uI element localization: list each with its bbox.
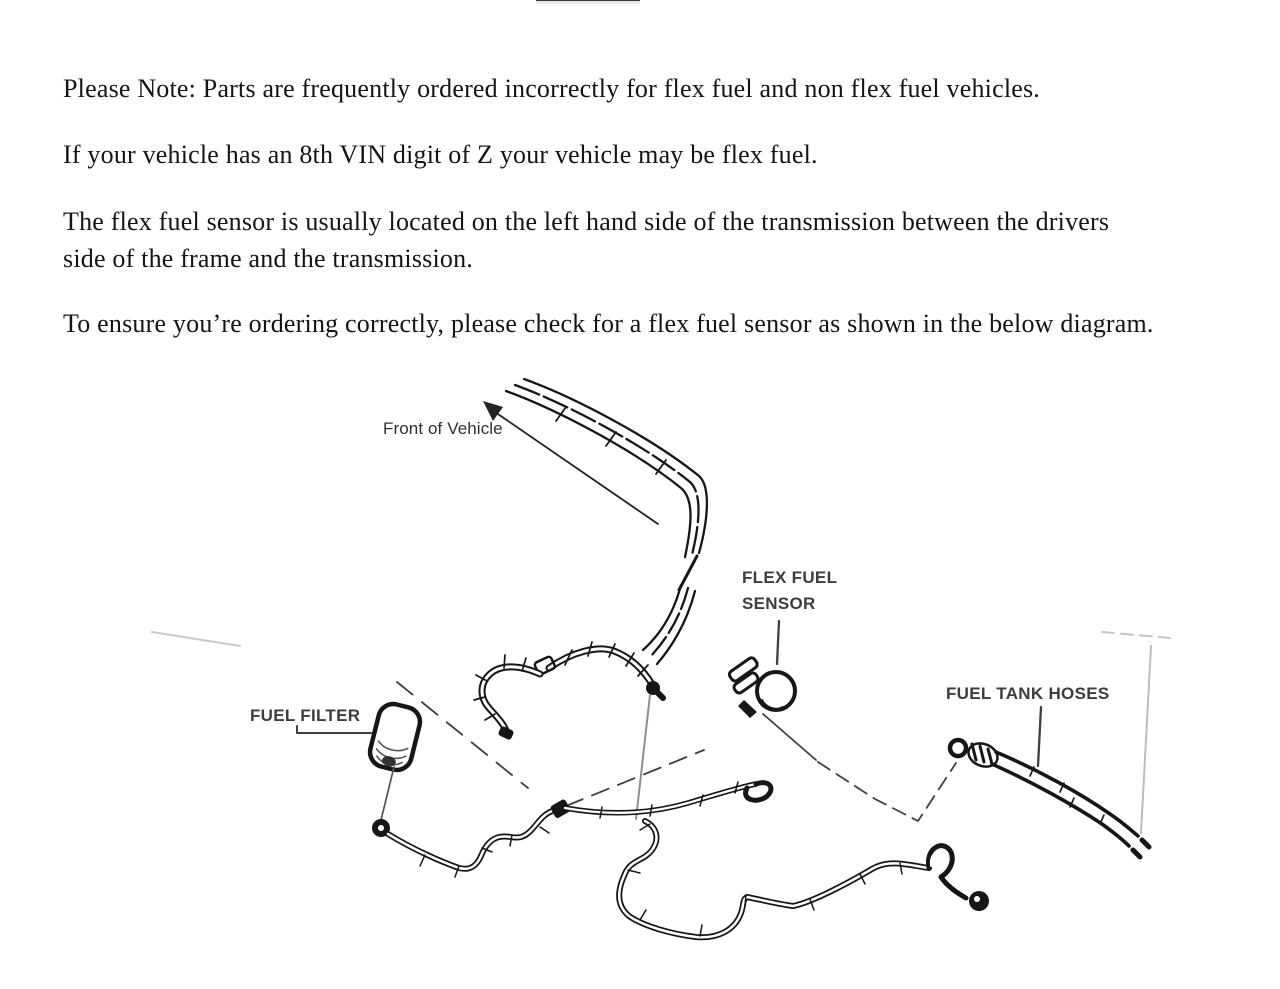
flex-fuel-sensor-label-line1: FLEX FUEL — [742, 568, 838, 587]
bottom-left-fuel-line — [372, 798, 571, 877]
hose-cluster — [474, 642, 663, 819]
vin-paragraph: If your vehicle has an 8th VIN digit of Z your vehicle may be flex fuel. — [63, 140, 818, 169]
fuel-tank-hoses-label: FUEL TANK HOSES — [946, 684, 1110, 703]
location-paragraph-1: The flex fuel sensor is usually located on the left hand side of the transmission between the drivers — [63, 207, 1110, 236]
location-paragraph-2: side of the frame and the transmission. — [63, 244, 473, 273]
flex-fuel-sensor-label-line2: SENSOR — [742, 594, 816, 613]
fuel-filter-label: FUEL FILTER — [250, 706, 361, 725]
bottom-loop-hose — [619, 821, 989, 937]
note-paragraph: Please Note: Parts are frequently ordered incorrectly for flex fuel and non flex fuel vehicles. — [63, 74, 1041, 103]
fuel-tank-hoses-drawing — [950, 707, 1149, 857]
center-band-hose — [565, 782, 771, 818]
flex-fuel-sensor-drawing — [728, 621, 795, 718]
front-of-vehicle-label: Front of Vehicle — [383, 419, 503, 438]
fuel-line-bundle — [506, 379, 707, 664]
ordering-paragraph: To ensure you’re ordering correctly, please check for a flex fuel sensor as shown in the below diagram. — [63, 309, 1154, 338]
dashed-reference-lines — [397, 682, 956, 821]
